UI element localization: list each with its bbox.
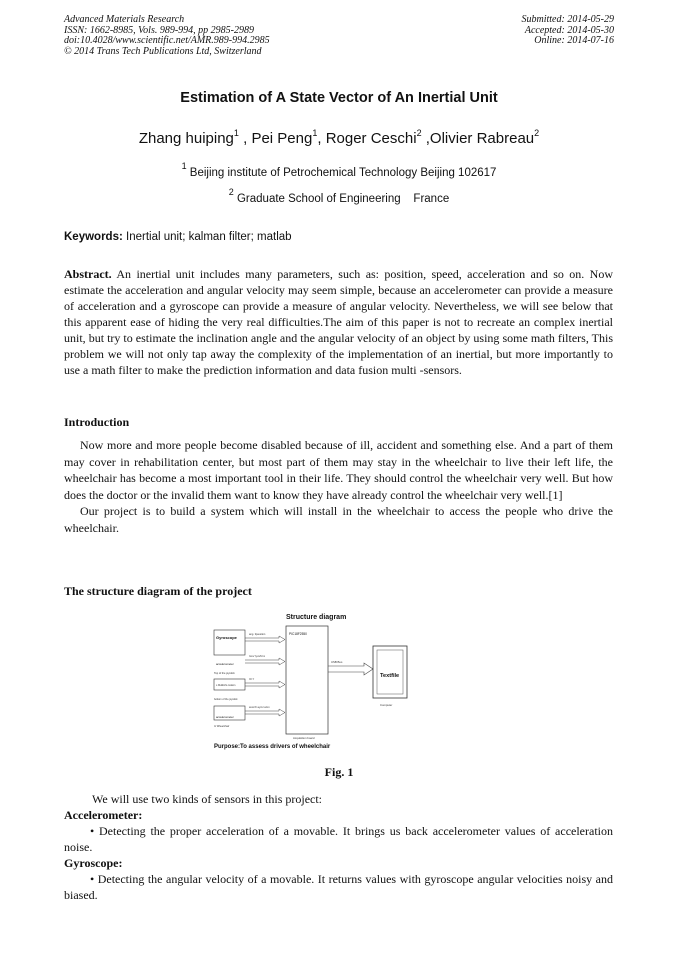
- arrow-accel-2: [245, 709, 285, 716]
- joystick-top-label: Top of the joystick: [214, 672, 235, 675]
- figure-caption: Fig. 1: [324, 765, 354, 779]
- gyroscope-label: Gyroscope: [216, 635, 237, 640]
- journal-name: Advanced Materials Research: [64, 14, 185, 25]
- journal-copyright: © 2014 Trans Tech Publications Ltd, Switzerland: [64, 45, 262, 57]
- author-list: [0, 130, 678, 147]
- abstract-text: An inertial unit includes many parameters, such as: position, speed, acceleration and so on. Now estimate the acceleration and angular velocity may seem simple, because an accelerometer can provide a measure of acceleration and a gyroscope can provide a measure of angular velocity. Nevertheless, we will see below that this apparent ease of hiding the very real difficulties.The aim of this paper is not to recreate an complex inertial unit, but try to estimate the inclination angle and the angular velocity of an object by using some math filters, This problem we will not only tap away the complexity of the implementation of an inertial, but more importantly to use a math filter to make the prediction information and data fusion multi -sensors.: [64, 267, 613, 377]
- author-name: Pei Peng: [251, 130, 313, 147]
- affiliation-text: Graduate School of Engineering France: [236, 193, 450, 205]
- keywords-text: Inertial unit; kalman filter; matlab: [126, 231, 292, 243]
- computer-label: Computer: [380, 703, 393, 707]
- keywords-label: Keywords:: [64, 231, 123, 243]
- affiliation-mark: 1: [181, 161, 187, 171]
- gyroscope-box: [214, 630, 245, 655]
- author-separator: ,: [421, 130, 430, 147]
- online-date: Online: 2014-07-16: [534, 35, 614, 46]
- author-affiliation-mark: 1: [312, 128, 318, 138]
- author-separator: ,: [317, 130, 326, 147]
- accelerometer-label-2: accelerometer: [216, 715, 234, 719]
- author-name: Zhang huiping: [138, 130, 234, 147]
- diagram-title: Structure diagram: [286, 614, 347, 621]
- sensor-label: Accelerometer:: [64, 808, 143, 822]
- sensors-intro: We will use two kinds of sensors in this project:: [92, 792, 323, 806]
- paper-title: Estimation of A State Vector of An Inertial Unit: [180, 90, 498, 106]
- wheelchair-label: In Wheelchair: [214, 725, 230, 728]
- author-affiliation-mark: 2: [416, 128, 422, 138]
- sensor-description: • Detecting the angular velocity of a movable. It returns values with gyroscope angular velocities noisy and biased.: [64, 872, 613, 902]
- purpose-label: Purpose:To assess drivers of wheelchair: [214, 744, 331, 750]
- introduction-body: [64, 437, 613, 536]
- paragraph: Our project is to build a system which will install in the wheelchair to access the people who drive the wheelchair.: [64, 504, 613, 535]
- affiliation-text: Beijing institute of Petrochemical Technology Beijing 102617: [189, 167, 497, 179]
- submitted-date: Submitted: 2014-05-29: [521, 14, 614, 25]
- cpu-label: PIC18F2550: [289, 632, 307, 636]
- paragraph: Now more and more people become disabled because of ill, accident and something else. And a part of them may cover in rehabilitation center, but most part of them may stay in the wheelchair to live their left life, the wheelchair has become a most important tool in their life. They should control the wheelchair very well. But how does the doctor or the invalid them want to know they have already control the wheelchair very well.[1]: [64, 438, 613, 502]
- author-separator: ,: [238, 130, 252, 147]
- author-affiliation-mark: 2: [534, 128, 540, 138]
- sensor-description: • Detecting the proper acceleration of a movable. It brings us back accelerometer values of acceleration noise.: [64, 824, 613, 854]
- acquisition-label: Acquisition board: [293, 736, 315, 740]
- usb-arrow: [328, 663, 373, 675]
- accepted-date: Accepted: 2014-05-30: [524, 24, 614, 36]
- structure-diagram: [209, 608, 409, 752]
- textfile-box: [377, 650, 403, 694]
- dates-header: [522, 15, 615, 47]
- structure-heading: The structure diagram of the project: [64, 584, 252, 598]
- accelerometer-label: accelerometer: [216, 662, 234, 666]
- author-name: Olivier Rabreau: [429, 130, 535, 147]
- sensors-section: [64, 791, 613, 903]
- author-affiliation-mark: 1: [233, 128, 239, 138]
- computer-box: [373, 646, 407, 698]
- link-label: Ixxx/ Iyxx/Izxx: [249, 655, 265, 658]
- affiliation: [0, 161, 678, 179]
- link-label: ang. fquestion: [249, 633, 266, 636]
- link-label: IO.Y: [249, 678, 255, 681]
- arrow-gyro: [245, 636, 285, 643]
- sensor-label: Gyroscope:: [64, 856, 123, 870]
- usb-label: USB Bus: [331, 660, 343, 664]
- keywords: [64, 231, 292, 243]
- arrow-joystick: [245, 681, 285, 688]
- affiliation-mark: 2: [228, 187, 234, 197]
- author-name: Roger Ceschi: [325, 130, 417, 147]
- arrow-accel-1: [245, 658, 285, 665]
- cpu-box: [286, 626, 328, 734]
- journal-issn: ISSN: 1662-8985, Vols. 989-994, pp 2985-2989: [64, 24, 254, 36]
- textfile-label: Textfile: [380, 673, 400, 679]
- journal-doi: doi:10.4028/www.scientific.net/AMR.989-994.2985: [64, 35, 270, 46]
- abstract-label: Abstract.: [64, 267, 112, 281]
- introduction-heading: Introduction: [64, 415, 130, 429]
- abstract: [64, 266, 613, 378]
- multiinfo-label: x.Multiinfo.motion: [216, 684, 236, 687]
- affiliation: [0, 187, 678, 205]
- link-label: axxxX/ ayxx/ azxx: [249, 706, 270, 709]
- joystick-bottom-label: bottom of the joystick: [214, 698, 238, 701]
- journal-header: [64, 15, 270, 57]
